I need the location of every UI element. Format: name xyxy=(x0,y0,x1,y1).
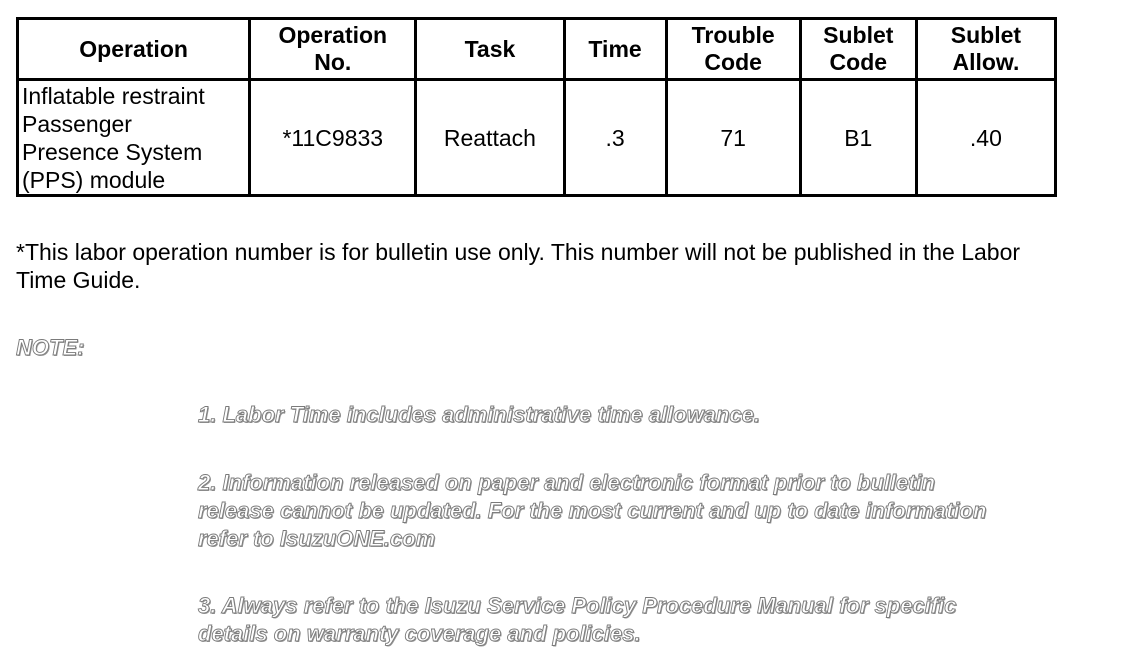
note-heading: NOTE: xyxy=(16,335,85,360)
cell-sublet-allow: .40 xyxy=(916,80,1055,196)
cell-sublet-code: B1 xyxy=(800,80,916,196)
header-operation: Operation xyxy=(18,19,250,80)
header-trouble-code: Trouble Code xyxy=(666,19,800,80)
cell-time: .3 xyxy=(564,80,666,196)
note-item-2: 2. Information released on paper and electronic format prior to bulletin release cannot be updated. For the most current and up to date information refer to IsuzuONE.com xyxy=(198,470,987,551)
header-task: Task xyxy=(416,19,564,80)
note-item-3: 3. Always refer to the Isuzu Service Policy Procedure Manual for specific details on warranty coverage and policies. xyxy=(198,593,957,646)
header-sublet-code: Sublet Code xyxy=(800,19,916,80)
header-operation-no: Operation No. xyxy=(250,19,416,80)
labor-footnote xyxy=(16,238,1126,294)
header-time: Time xyxy=(564,19,666,80)
cell-task: Reattach xyxy=(416,80,564,196)
cell-trouble-code: 71 xyxy=(666,80,800,196)
footnote-line: Time Guide. xyxy=(16,267,141,293)
cell-operation-no: *11C9833 xyxy=(250,80,416,196)
header-sublet-allow: Sublet Allow. xyxy=(916,19,1055,80)
cell-operation: Inflatable restraint Passenger Presence System (PPS) module xyxy=(18,80,250,196)
note-item-1: 1. Labor Time includes administrative time allowance. xyxy=(198,402,760,427)
table-header-row xyxy=(18,19,1056,80)
labor-operation-table xyxy=(16,17,1057,197)
table-row xyxy=(18,80,1056,196)
footnote-line: *This labor operation number is for bulletin use only. This number will not be published in the Labor xyxy=(16,239,1021,265)
